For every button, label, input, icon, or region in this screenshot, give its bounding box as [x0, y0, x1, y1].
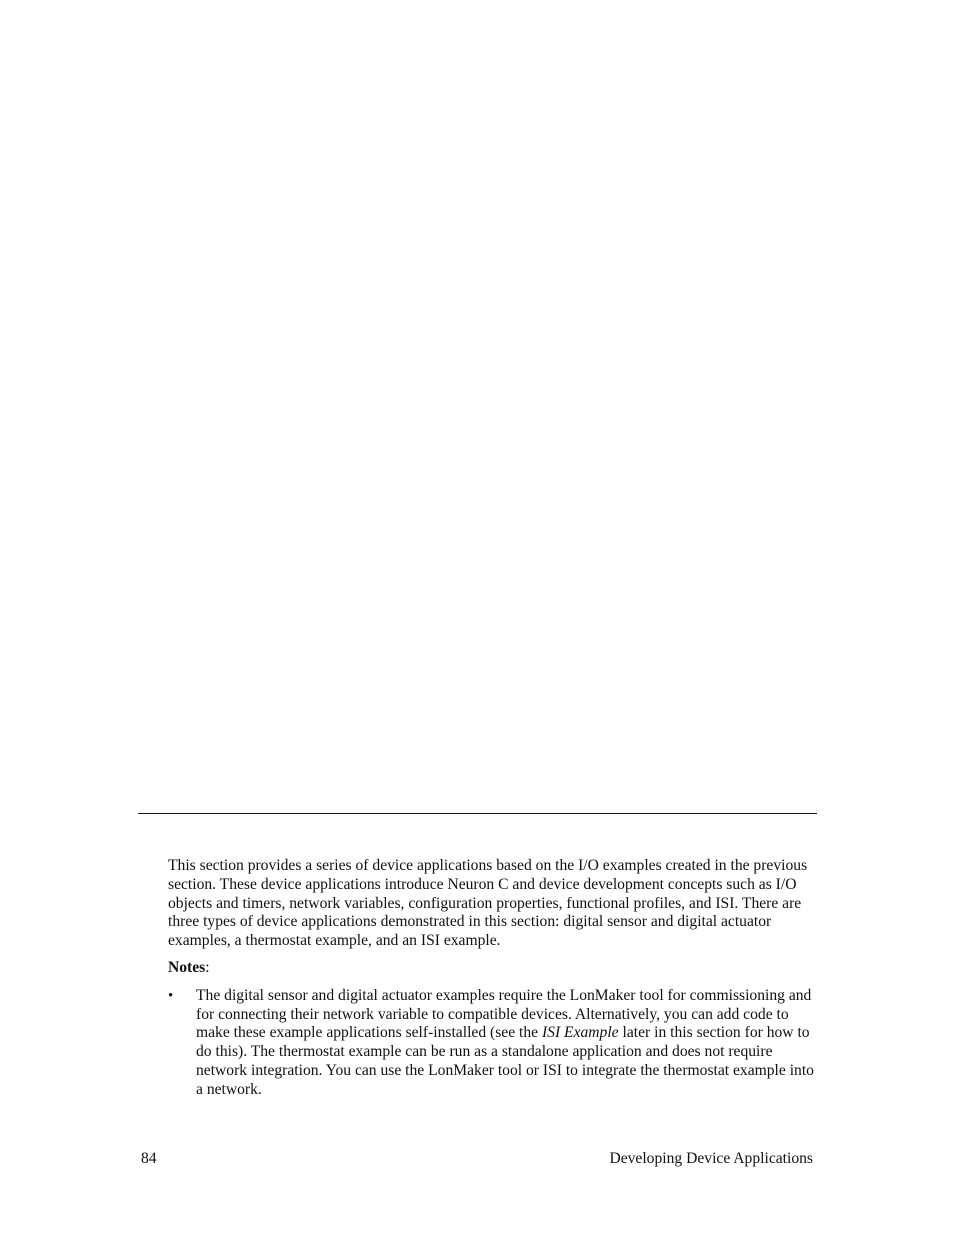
page-body — [168, 857, 818, 1100]
notes-list — [168, 987, 818, 1100]
section-divider-rule — [138, 813, 817, 814]
notes-list-item — [168, 987, 818, 1100]
notes-colon: : — [205, 958, 210, 976]
notes-heading — [168, 959, 818, 978]
page-number: 84 — [141, 1150, 157, 1167]
intro-paragraph: This section provides a series of device applications based on the I/O examples created in the previous section. These device applications introduce Neuron C and device development concepts such as I/O objects and timers, network variables, configuration properties, functional profiles, and ISI. There are three types of device applications demonstrated in this section: digital sensor and digital actuator examples, a thermostat example, and an ISI example. — [168, 857, 808, 950]
note-text-start: The digital sensor and digital actuator examples require the LonMaker tool for commissioning and for connecting their network variable to compatible devices. Alternatively, you can add code to make these example applications self-installed (see the — [196, 986, 812, 1042]
note-text-end: later in this section for how to do this). The thermostat example can be run as a standalone application and does not require network integration. You can use the LonMaker tool or ISI to integrate the thermostat example into a network. — [196, 1024, 814, 1098]
notes-label: Notes — [168, 958, 206, 976]
running-footer-title: Developing Device Applications — [609, 1150, 813, 1167]
bullet-icon: • — [168, 987, 174, 1004]
note-reference-isi-example: ISI Example — [541, 1024, 619, 1042]
